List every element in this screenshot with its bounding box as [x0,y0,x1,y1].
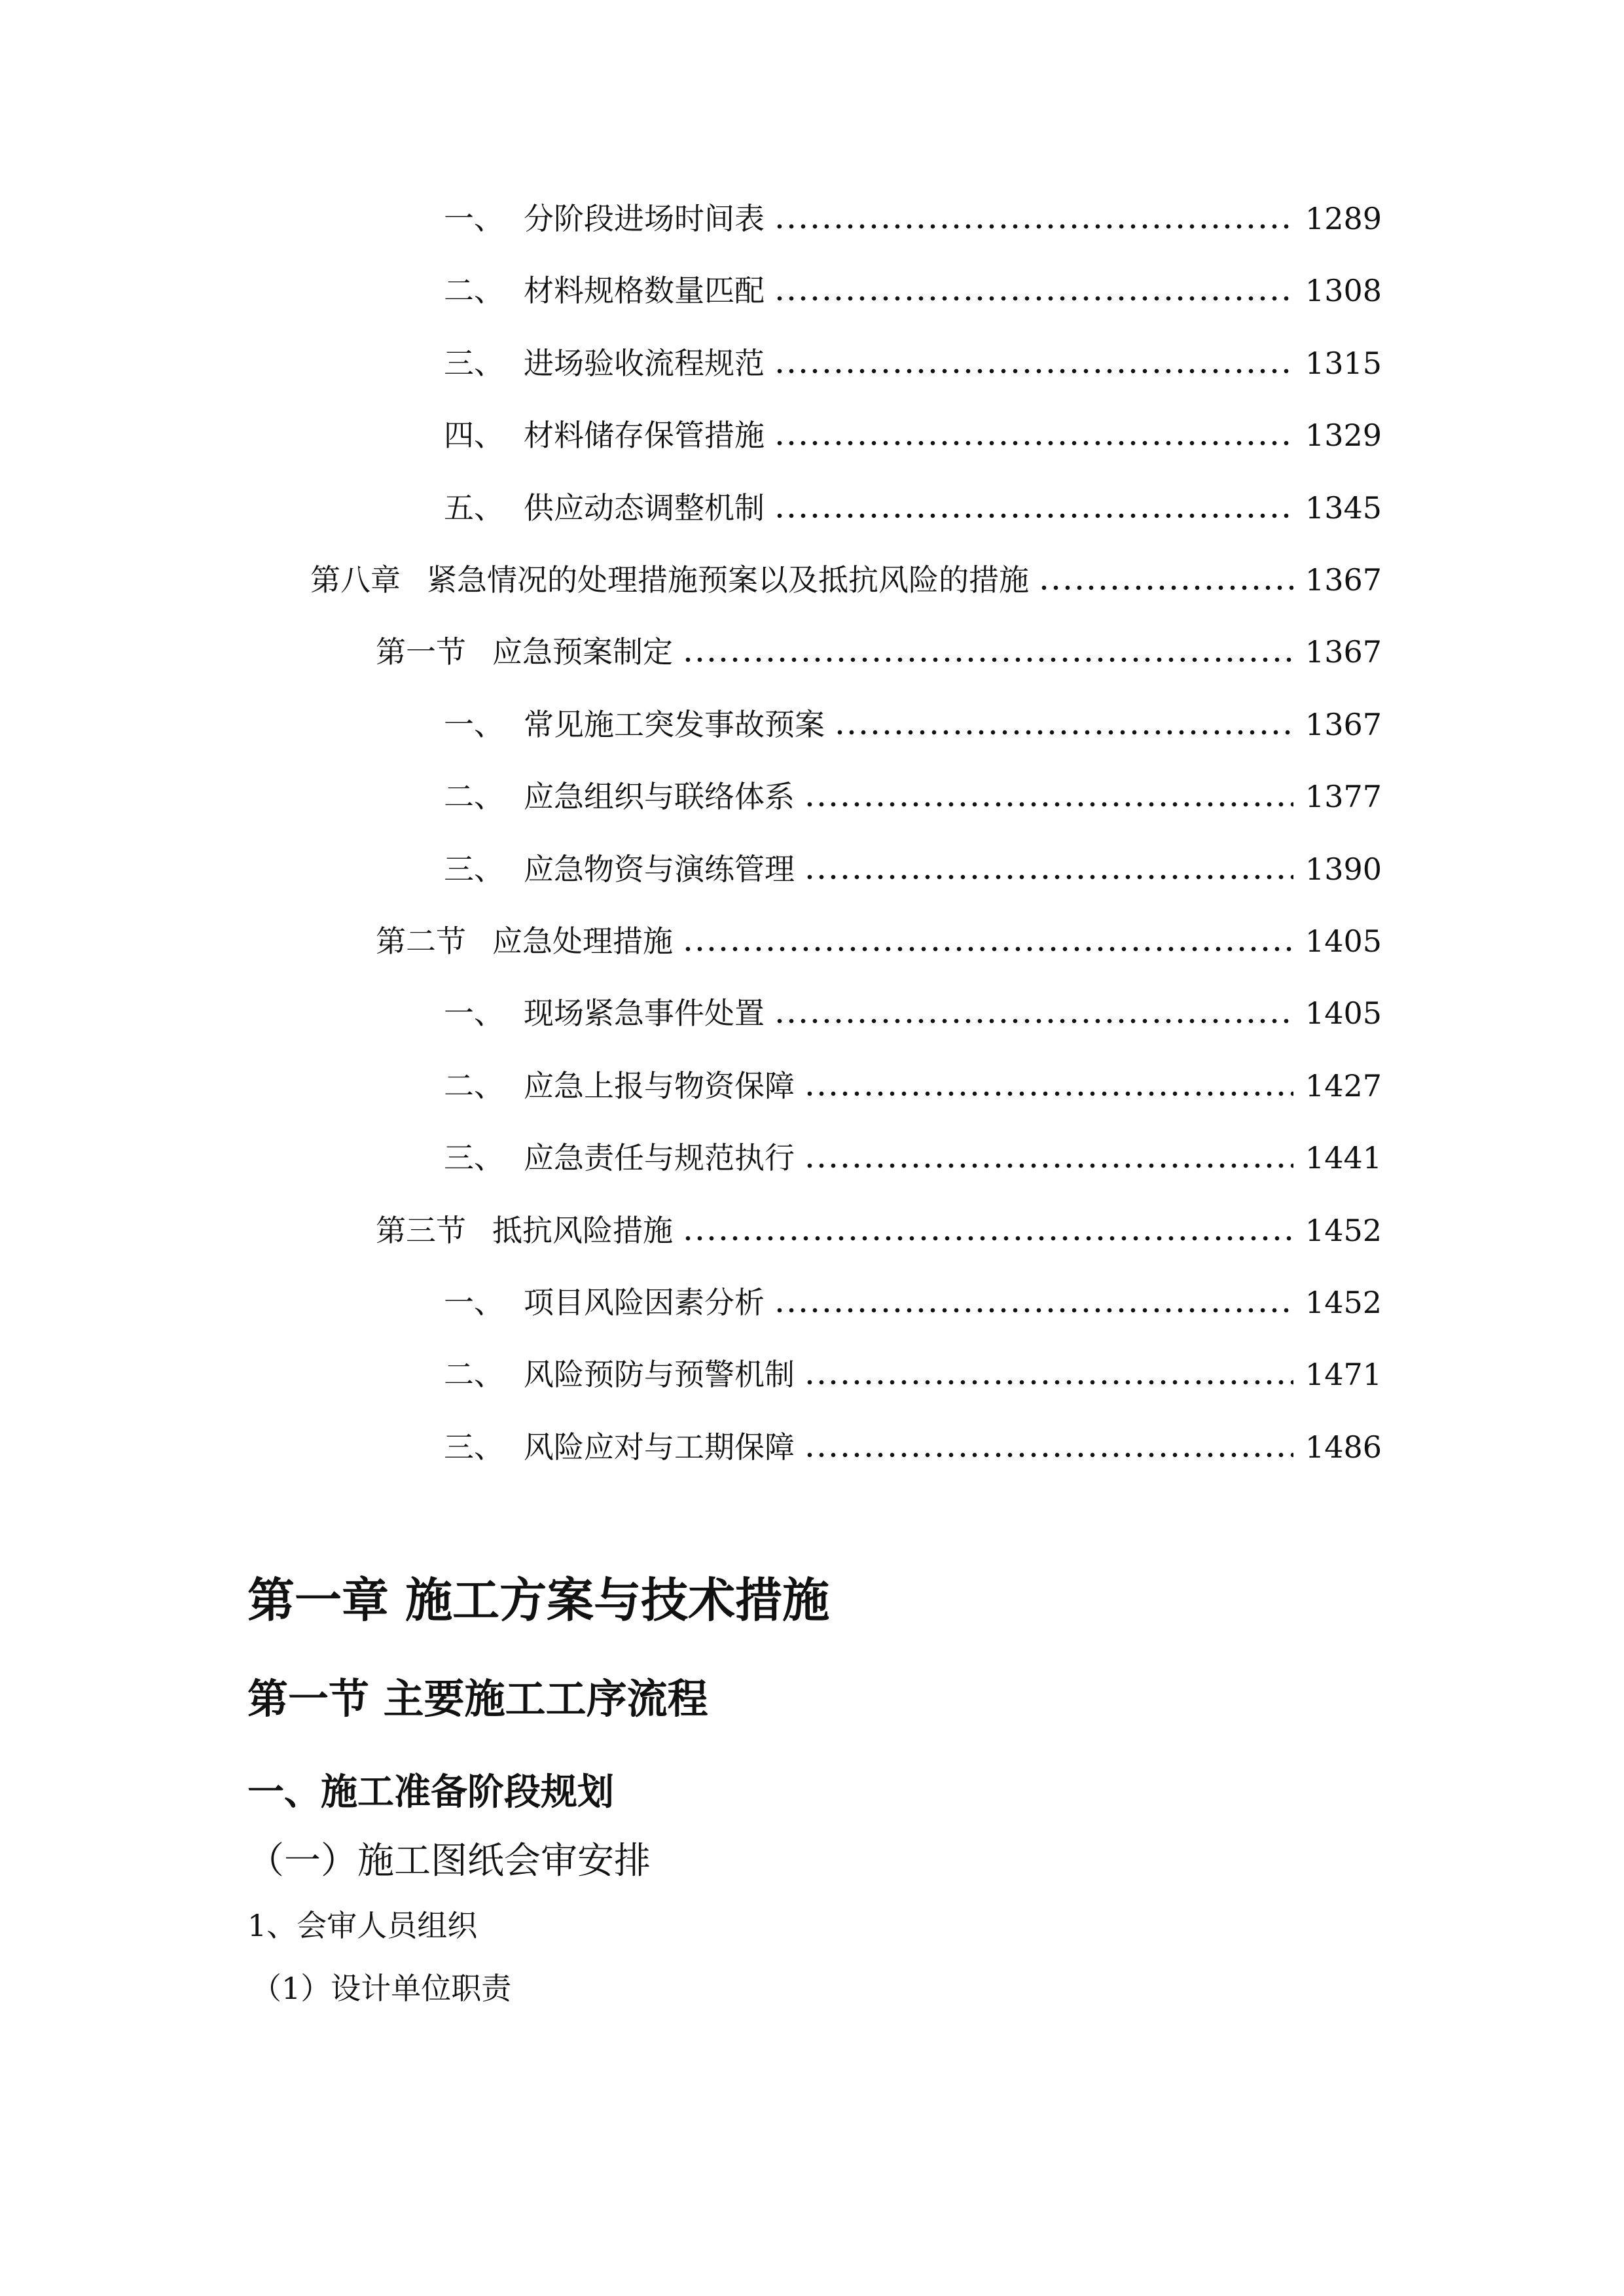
toc-entry-title: 项目风险因素分析 [524,1285,765,1320]
toc-entry[interactable] [0,1355,1624,1394]
toc-entry-page: 1405 [1305,996,1382,1031]
toc-entry-page: 1345 [1305,490,1382,526]
toc-entry-title: 应急处理措施 [492,924,673,959]
toc-entry-page: 1452 [1305,1213,1382,1248]
toc-entry-page: 1367 [1305,634,1382,670]
toc-dot-leader [804,1162,1293,1170]
toc-entry-page: 1471 [1305,1357,1382,1392]
toc-dot-leader [804,800,1293,808]
toc-entry-page: 1289 [1305,201,1382,236]
toc-entry-number: 第二节 [376,924,466,959]
toc-entry-page: 1377 [1305,779,1382,814]
toc-entry-number: 三、 [444,346,504,381]
toc-entry-number: 第一节 [376,634,466,670]
toc-entry-number: 三、 [444,852,504,887]
subitem-heading: （1）设计单位职责 [251,1971,512,2006]
toc-entry-title: 风险应对与工期保障 [524,1429,795,1465]
toc-entry-title: 风险预防与预警机制 [524,1357,795,1392]
toc-dot-leader [834,728,1293,736]
toc-dot-leader [774,1306,1293,1314]
toc-entry[interactable] [0,1138,1624,1177]
toc-entry-title: 应急预案制定 [492,634,673,670]
section-heading: 第一节 主要施工工序流程 [247,1675,708,1723]
toc-entry-number: 第八章 [310,562,401,598]
toc-entry-number: 一、 [444,1285,504,1320]
toc-entry[interactable] [0,488,1624,528]
toc-entry-number: 三、 [444,1140,504,1175]
chapter-heading: 第一章 施工方案与技术措施 [247,1572,830,1628]
toc-entry[interactable] [0,1211,1624,1250]
toc-entry-title: 常见施工突发事故预案 [524,707,825,742]
toc-entry[interactable] [0,922,1624,961]
toc-entry[interactable] [0,271,1624,310]
toc-entry-title: 供应动态调整机制 [524,490,765,526]
toc-dot-leader [682,1234,1293,1242]
toc-dot-leader [1038,584,1293,592]
toc-dot-leader [774,295,1293,302]
toc-entry-page: 1441 [1305,1140,1382,1175]
toc-entry[interactable] [0,705,1624,744]
toc-entry-title: 应急上报与物资保障 [524,1068,795,1103]
toc-entry-page: 1367 [1305,562,1382,598]
toc-entry-title: 进场验收流程规范 [524,346,765,381]
toc-dot-leader [682,945,1293,953]
toc-entry-title: 分阶段进场时间表 [524,201,765,236]
toc-dot-leader [774,367,1293,375]
toc-entry-page: 1427 [1305,1068,1382,1103]
toc-entry-number: 三、 [444,1429,504,1465]
toc-dot-leader [804,1451,1293,1459]
toc-dot-leader [774,439,1293,447]
toc-entry[interactable] [0,1066,1624,1105]
toc-entry[interactable] [0,994,1624,1033]
toc-entry-page: 1486 [1305,1429,1382,1465]
toc-entry-title: 材料储存保管措施 [524,418,765,453]
toc-entry-number: 一、 [444,201,504,236]
toc-entry[interactable] [0,632,1624,672]
toc-dot-leader [804,1090,1293,1098]
toc-entry[interactable] [0,1427,1624,1467]
toc-dot-leader [804,1378,1293,1386]
toc-entry-title: 抵抗风险措施 [492,1213,673,1248]
toc-entry-number: 一、 [444,996,504,1031]
toc-entry[interactable] [0,777,1624,816]
toc-entry[interactable] [0,199,1624,238]
toc-entry-page: 1452 [1305,1285,1382,1320]
toc-entry-number: 二、 [444,779,504,814]
toc-entry[interactable] [0,416,1624,455]
toc-entry-page: 1315 [1305,346,1382,381]
toc-entry-number: 四、 [444,418,504,453]
toc-dot-leader [682,656,1293,664]
toc-dot-leader [774,512,1293,520]
toc-entry-page: 1308 [1305,273,1382,308]
toc-entry[interactable] [0,850,1624,889]
toc-entry-title: 应急物资与演练管理 [524,852,795,887]
toc-dot-leader [804,873,1293,881]
toc-entry[interactable] [0,1283,1624,1322]
item-heading: 1、会审人员组织 [247,1908,478,1943]
toc-dot-leader [774,223,1293,230]
toc-dot-leader [774,1017,1293,1025]
subsection-heading: 一、施工准备阶段规划 [247,1770,614,1814]
toc-entry-title: 应急责任与规范执行 [524,1140,795,1175]
toc-entry-number: 二、 [444,1068,504,1103]
toc-entry[interactable] [0,344,1624,383]
toc-entry[interactable] [0,560,1624,600]
toc-entry-number: 五、 [444,490,504,526]
toc-entry-number: 二、 [444,273,504,308]
toc-entry-number: 二、 [444,1357,504,1392]
toc-entry-page: 1390 [1305,852,1382,887]
toc-entry-title: 紧急情况的处理措施预案以及抵抗风险的措施 [427,562,1029,598]
toc-entry-number: 一、 [444,707,504,742]
toc-entry-page: 1329 [1305,418,1382,453]
toc-entry-number: 第三节 [376,1213,466,1248]
toc-entry-title: 材料规格数量匹配 [524,273,765,308]
toc-entry-page: 1367 [1305,707,1382,742]
toc-entry-page: 1405 [1305,924,1382,959]
toc-entry-title: 现场紧急事件处置 [524,996,765,1031]
subsubsection-heading: （一）施工图纸会审安排 [247,1840,651,1882]
toc-entry-title: 应急组织与联络体系 [524,779,795,814]
